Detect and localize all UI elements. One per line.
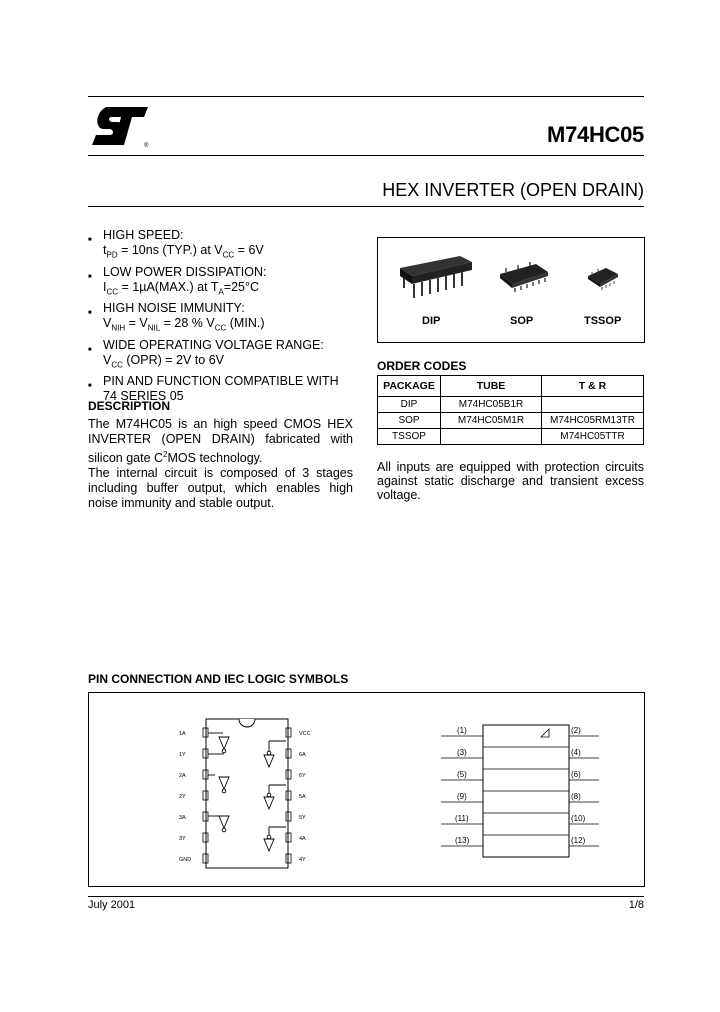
- feature-list: [88, 228, 353, 404]
- iec-output-number: (12): [571, 836, 586, 845]
- feature-detail: $V_{CC}$ (OPR) = 2V to 6V: [103, 352, 224, 369]
- table-header-row: [378, 376, 644, 397]
- pin-label: 6Y: [299, 773, 306, 779]
- protection-note: All inputs are equipped with protection circuits against static discharge and transient excess voltage.: [377, 460, 644, 502]
- iec-output-number: (4): [571, 748, 581, 757]
- feature-item: [88, 228, 353, 263]
- bullet-icon: ■: [88, 346, 92, 353]
- description-paragraph: The internal circuit is composed of 3 stages including buffer output, which enables high noise immunity and stable output.: [88, 466, 353, 511]
- table-row: [378, 397, 644, 413]
- table-cell: M74HC05M1R: [441, 413, 542, 429]
- svg-text:®: ®: [144, 143, 149, 149]
- part-number: M74HC05: [547, 122, 644, 147]
- feature-item: [88, 301, 353, 336]
- pin-label: 4Y: [299, 857, 306, 863]
- iec-input-number: (3): [457, 748, 467, 757]
- pin-label: 3A: [179, 815, 186, 821]
- table-cell: M74HC05RM13TR: [542, 413, 644, 429]
- pin-label: 1Y: [179, 752, 186, 758]
- pin-label: GND: [179, 857, 192, 863]
- feature-title: PIN AND FUNCTION COMPATIBLE WITH: [103, 374, 339, 388]
- bullet-icon: ■: [88, 273, 92, 280]
- package-label-tssop: TSSOP: [584, 315, 622, 327]
- pin-diagrams: [89, 693, 644, 886]
- st-logo: [88, 103, 152, 149]
- pin-connection-box: [88, 692, 645, 887]
- pin-label: VCC: [299, 731, 311, 737]
- tssop-package-icon: [588, 268, 618, 290]
- feature-title: HIGH NOISE IMMUNITY:: [103, 301, 245, 315]
- feature-item: [88, 338, 353, 373]
- feature-detail: $V_{NIH} = V_{NIL} = 28$ % $V_{CC}$ (MIN.): [103, 316, 265, 333]
- feature-title: LOW POWER DISSIPATION:: [103, 264, 267, 279]
- footer-rule: [88, 896, 644, 897]
- description-section: [88, 399, 353, 511]
- iec-input-number: (9): [457, 792, 467, 801]
- package-label-sop: SOP: [510, 315, 534, 327]
- iec-output-number: (10): [571, 814, 586, 823]
- package-images-box: [377, 237, 645, 343]
- iec-output-number: (8): [571, 792, 581, 801]
- table-row: [378, 429, 644, 445]
- table-cell: M74HC05TTR: [542, 429, 644, 445]
- column-header: PACKAGE: [378, 376, 441, 397]
- pin-label: 1A: [179, 731, 186, 737]
- description-paragraph: The M74HC05 is an high speed CMOS HEX INVERTER (OPEN DRAIN) fabricated with silicon gate $C^2MOS$ technology.: [88, 417, 353, 466]
- feature-detail: 74 SERIES 05: [103, 389, 184, 403]
- dip-package-icon: [400, 256, 472, 298]
- column-header: TUBE: [441, 376, 542, 397]
- feature-title: HIGH SPEED:: [103, 228, 184, 242]
- iec-pin-numbers: [455, 726, 586, 845]
- table-row: [378, 413, 644, 429]
- bullet-icon: ■: [88, 237, 92, 243]
- pin-label: 2Y: [179, 794, 186, 800]
- order-codes-table: [377, 375, 644, 445]
- pin-label: 4A: [299, 836, 306, 842]
- feature-item: [88, 265, 353, 300]
- table-cell: SOP: [378, 413, 441, 429]
- iec-input-number: (11): [455, 814, 469, 823]
- iec-input-number: (13): [455, 836, 470, 845]
- pin-connection-heading: PIN CONNECTION AND IEC LOGIC SYMBOLS: [88, 672, 349, 686]
- iec-input-number: (5): [457, 770, 467, 779]
- pin-label: 5Y: [299, 815, 306, 821]
- table-cell: [542, 397, 644, 413]
- table-cell: DIP: [378, 397, 441, 413]
- iec-input-number: (1): [457, 726, 467, 735]
- table-cell: TSSOP: [378, 429, 441, 445]
- bullet-icon: ■: [88, 310, 92, 316]
- pin-label: 2A: [179, 773, 186, 779]
- pin-label: 3Y: [179, 836, 186, 842]
- iec-output-number: (2): [571, 726, 581, 735]
- pin-label: 5A: [299, 794, 306, 800]
- header-rule: [88, 155, 644, 156]
- description-heading: DESCRIPTION: [88, 399, 171, 413]
- table-cell: [441, 429, 542, 445]
- order-codes-heading: ORDER CODES: [377, 359, 467, 373]
- package-label-dip: DIP: [422, 315, 441, 327]
- pin-label: 6A: [299, 752, 306, 758]
- sop-package-icon: [500, 262, 548, 292]
- top-rule: [88, 96, 644, 97]
- document-subtitle: HEX INVERTER (OPEN DRAIN): [382, 180, 644, 200]
- footer-date: July 2001: [88, 899, 136, 911]
- column-header: T & R: [542, 376, 644, 397]
- iec-logic-symbol: [441, 725, 599, 857]
- feature-detail: $t_{PD} = 10ns$ (TYP.) at $V_{CC} = 6V$: [103, 243, 264, 260]
- subtitle-rule: [88, 206, 644, 207]
- feature-detail: $I_{CC} = 1\mu A(MAX.)$ at $T_A=25^\circ C$: [103, 279, 260, 296]
- feature-title: WIDE OPERATING VOLTAGE RANGE:: [103, 337, 324, 352]
- dip-pinout-diagram: [179, 719, 311, 868]
- bullet-icon: ■: [88, 383, 92, 389]
- table-cell: M74HC05B1R: [441, 397, 542, 413]
- iec-output-number: (6): [571, 770, 581, 779]
- page-number: 1/8: [628, 899, 644, 911]
